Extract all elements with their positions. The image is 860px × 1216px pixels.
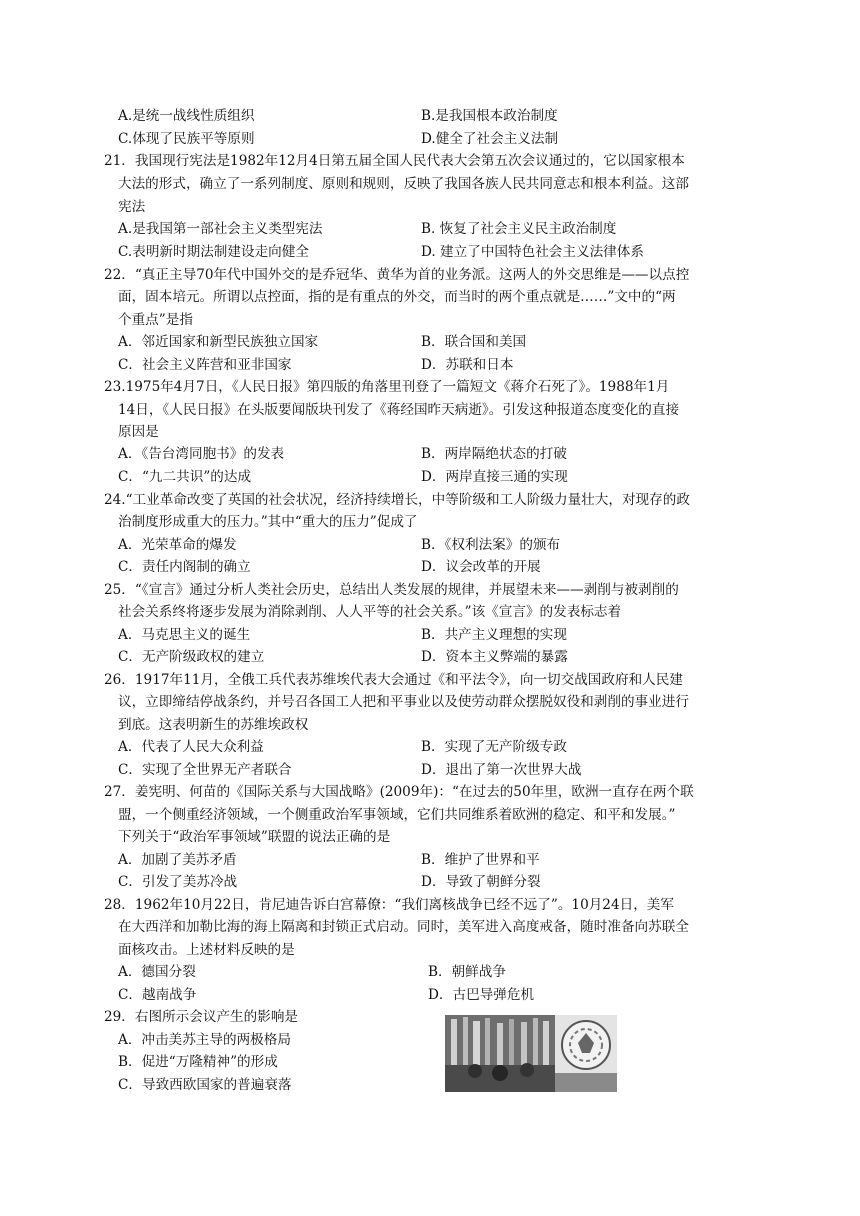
q29-option-a: A．冲击美苏主导的两极格局	[118, 1032, 291, 1048]
q22-stem-line-3: 个重点”是指	[118, 312, 193, 328]
q28-stem-line-3: 面核攻击。上述材料反映的是	[118, 942, 295, 958]
q26-stem-line-3: 到底。这表明新生的苏维埃政权	[118, 717, 309, 733]
q26-stem-line-2: 议，立即缔结停战条约，并号召各国工人把和平事业以及使劳动群众摆脱奴役和剥削的事业进行	[118, 694, 689, 710]
q20-option-b: B.是我国根本政治制度	[421, 108, 558, 124]
q24-stem-line-1: 24.“工业革命改变了英国的社会状况，经济持续增长，中等阶级和工人阶级力量壮大，对现存的政	[104, 492, 690, 508]
q27-option-c: C．引发了美苏冷战	[118, 874, 238, 890]
q28-option-d: D．古巴导弹危机	[428, 987, 535, 1003]
q21-option-d: D. 建立了中国特色社会主义法律体系	[421, 244, 644, 260]
q25-option-b: B．共产主义理想的实现	[421, 627, 567, 643]
q28-stem-line-2: 在大西洋和加勒比海的海上隔离和封锁正式启动。同时，美军进入高度戒备，随时准备向苏联全	[118, 919, 689, 935]
q27-option-b: B．维护了世界和平	[421, 852, 540, 868]
q21-option-a: A.是我国第一部社会主义类型宪法	[118, 221, 323, 237]
q24-option-a: A．光荣革命的爆发	[118, 537, 237, 553]
q28-option-a: A．德国分裂	[118, 964, 196, 980]
conference-photo	[445, 1015, 617, 1092]
q26-option-b: B．实现了无产阶级专政	[421, 739, 567, 755]
q21-stem-line-1: 21．我国现行宪法是1982年12月4日第五届全国人民代表大会第五次会议通过的，它以国家根本	[104, 153, 685, 169]
q21-option-c: C.表明新时期法制建设走向健全	[118, 244, 309, 260]
q23-stem-line-1: 23.1975年4月7日，《人民日报》第四版的角落里刊登了一篇短文《蒋介石死了》。1988年1月	[104, 379, 670, 395]
q23-option-b: B．两岸隔绝状态的打破	[421, 446, 567, 462]
q29-option-c: C．导致西欧国家的普遍衰落	[118, 1077, 292, 1093]
q20-option-d: D.健全了社会主义法制	[421, 131, 559, 147]
q27-option-a: A．加剧了美苏矛盾	[118, 852, 237, 868]
q20-option-c: C.体现了民族平等原则	[118, 131, 255, 147]
q22-option-c: C．社会主义阵营和亚非国家	[118, 357, 292, 373]
q24-option-c: C．责任内阁制的确立	[118, 559, 251, 575]
q22-option-b: B．联合国和美国	[421, 334, 527, 350]
q22-option-d: D．苏联和日本	[421, 357, 514, 373]
q23-stem-line-2: 14日，《人民日报》在头版要闻版块刊发了《蒋经国昨天病逝》。引发这种报道态度变化的直接	[118, 402, 680, 418]
q24-option-b: B．《权利法案》的颁布	[421, 537, 561, 553]
q24-option-d: D．议会改革的开展	[421, 559, 541, 575]
q28-stem-line-1: 28．1962年10月22日，肯尼迪告诉白宫幕僚：“我们离核战争已经不远了”。10月24日，美军	[104, 897, 674, 913]
q27-stem-line-3: 下列关于“政治军事领域”联盟的说法正确的是	[118, 829, 391, 845]
q27-option-d: D．导致了朝鲜分裂	[421, 874, 541, 890]
q25-stem-line-2: 社会关系终将逐步发展为消除剥削、人人平等的社会关系。”该《宣言》的发表标志着	[118, 604, 622, 620]
q24-stem-line-2: 治制度形成重大的压力。”其中“重大的压力”促成了	[118, 514, 418, 530]
q21-stem-line-3: 宪法	[118, 199, 146, 215]
q22-option-a: A．邻近国家和新型民族独立国家	[118, 334, 319, 350]
q23-option-a: A．《告台湾同胞书》的发表	[118, 446, 285, 462]
q26-option-a: A．代表了人民大众利益	[118, 739, 264, 755]
q25-option-c: C．无产阶级政权的建立	[118, 649, 265, 665]
q23-stem-line-3: 原因是	[118, 424, 159, 440]
q23-option-c: C．“九二共识”的达成	[118, 469, 252, 485]
q26-option-c: C．实现了全世界无产者联合	[118, 762, 292, 778]
q29-stem-line-1: 29．右图所示会议产生的影响是	[104, 1009, 299, 1025]
q20-option-a: A.是统一战线性质组织	[118, 108, 255, 124]
q25-option-a: A．马克思主义的诞生	[118, 627, 251, 643]
q22-stem-line-1: 22．“真正主导70年代中国外交的是乔冠华、黄华为首的业务派。这两人的外交思维是——以点控	[104, 267, 690, 283]
q29-option-b: B．促进“万隆精神”的形成	[118, 1054, 278, 1070]
q26-stem-line-1: 26．1917年11月，全俄工兵代表苏维埃代表大会通过《和平法令》，向一切交战国政府和人民建	[104, 672, 683, 688]
q27-stem-line-1: 27．姜宪明、何苗的《国际关系与大国战略》(2009年)：“在过去的50年里，欧洲一直存在两个联	[104, 784, 694, 800]
q28-option-c: C．越南战争	[118, 987, 197, 1003]
q23-option-d: D．两岸直接三通的实现	[421, 469, 568, 485]
q25-stem-line-1: 25．“《宣言》通过分析人类社会历史，总结出人类发展的规律，并展望未来——剥削与被剥削的	[104, 582, 679, 598]
q21-option-b: B. 恢复了社会主义民主政治制度	[421, 221, 617, 237]
q25-option-d: D．资本主义弊端的暴露	[421, 649, 568, 665]
conference-photo-graphic	[445, 1015, 617, 1092]
q22-stem-line-2: 面，固本培元。所谓以点控面，指的是有重点的外交，而当时的两个重点就是……”文中的“两	[118, 289, 676, 305]
q28-option-b: B．朝鲜战争	[428, 964, 506, 980]
q26-option-d: D．退出了第一次世界大战	[421, 762, 582, 778]
q27-stem-line-2: 盟，一个侧重经济领域，一个侧重政治军事领域，它们共同维系着欧洲的稳定、和平和发展。”	[118, 807, 676, 823]
q21-stem-line-2: 大法的形式，确立了一系列制度、原则和规则，反映了我国各族人民共同意志和根本利益。这部	[118, 176, 689, 192]
